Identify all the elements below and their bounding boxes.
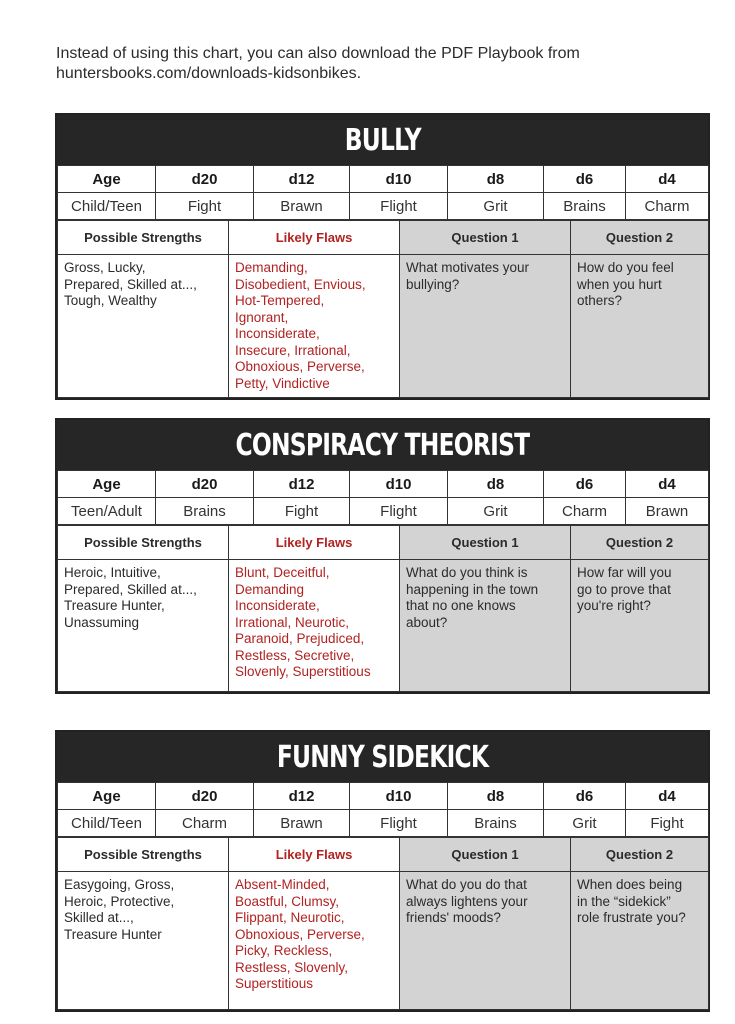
archetype-card (55, 730, 710, 1012)
dice-header-cell: d4 (626, 471, 709, 498)
dice-value-cell: Brains (156, 498, 254, 525)
strengths-cell (58, 872, 229, 1010)
dice-table (57, 470, 709, 525)
question-2-cell-line: How far will you (577, 565, 672, 580)
flaws-cell-line: Irrational, Neurotic, (235, 614, 350, 630)
strengths-cell-line: Prepared, Skilled at..., (64, 276, 197, 292)
flaws-cell-line: Restless, Secretive, (235, 647, 355, 663)
dice-header-cell: d12 (254, 471, 350, 498)
question-2-header: Question 2 (571, 526, 709, 560)
dice-header-cell: d10 (350, 471, 448, 498)
traits-table (57, 525, 709, 692)
question-1-cell (400, 560, 571, 692)
dice-value-cell: Teen/Adult (58, 498, 156, 525)
dice-value-row (58, 193, 709, 220)
traits-body-row (58, 255, 709, 398)
dice-header-cell: d4 (626, 783, 709, 810)
card-title-text: FUNNY SIDEKICK (276, 739, 489, 775)
card-title-text: BULLY (344, 122, 421, 158)
dice-value-cell: Charm (626, 193, 709, 220)
flaws-cell-line: Blunt, Deceitful, (235, 565, 330, 580)
dice-header-cell: d4 (626, 166, 709, 193)
dice-value-cell: Brains (544, 193, 626, 220)
flaws-cell-line: Ignorant, (235, 309, 289, 325)
dice-header-cell: d12 (254, 166, 350, 193)
flaws-cell-line: Inconsiderate, (235, 598, 320, 613)
question-2-cell-line: go to prove that (577, 581, 671, 597)
dice-value-row (58, 498, 709, 525)
question-1-cell-line: What do you think is (406, 565, 528, 580)
dice-header-cell: d20 (156, 471, 254, 498)
strengths-cell-line: Easygoing, Gross, (64, 877, 175, 892)
dice-value-cell: Flight (350, 193, 448, 220)
question-1-cell-line: happening in the town (406, 581, 539, 597)
flaws-cell-line: Picky, Reckless, (235, 943, 333, 958)
dice-header-cell: Age (58, 471, 156, 498)
dice-header-cell: Age (58, 783, 156, 810)
dice-header-cell: d6 (544, 783, 626, 810)
question-2-cell (571, 560, 709, 692)
intro-line-2: huntersbooks.com/downloads-kidsonbikes. (56, 65, 362, 82)
dice-value-cell: Brains (448, 810, 544, 837)
question-1-cell-line: friends' moods? (406, 910, 501, 925)
dice-header-cell: d12 (254, 783, 350, 810)
question-2-cell-line: How do you feel (577, 260, 674, 275)
flaws-cell (229, 560, 400, 692)
dice-value-cell: Fight (156, 193, 254, 220)
traits-body-row (58, 872, 709, 1010)
question-1-cell-line: What do you do that (406, 877, 527, 892)
flaws-header: Likely Flaws (229, 526, 400, 560)
dice-value-cell: Grit (544, 810, 626, 837)
flaws-cell (229, 872, 400, 1010)
strengths-cell-line: Tough, Wealthy (64, 293, 157, 308)
archetype-card (55, 418, 710, 694)
question-2-cell-line: When does being (577, 877, 683, 892)
dice-value-cell: Grit (448, 498, 544, 525)
question-1-cell-line: always lightens your (406, 893, 528, 909)
flaws-cell-line: Slovenly, Superstitious (235, 664, 371, 679)
flaws-cell-line: Flippant, Neurotic, (235, 910, 345, 925)
flaws-cell-line: Hot-Tempered, (235, 293, 325, 308)
strengths-cell-line: Heroic, Protective, (64, 893, 175, 909)
flaws-cell-line: Absent-Minded, (235, 877, 330, 892)
dice-value-cell: Child/Teen (58, 810, 156, 837)
strengths-cell-line: Heroic, Intuitive, (64, 565, 161, 580)
intro-line-1: Instead of using this chart, you can also download the PDF Playbook from (56, 45, 580, 62)
strengths-header: Possible Strengths (58, 221, 229, 255)
dice-header-cell: d6 (544, 166, 626, 193)
dice-value-cell: Brawn (254, 810, 350, 837)
dice-table (57, 782, 709, 837)
dice-header-cell: d10 (350, 783, 448, 810)
question-2-cell-line: when you hurt (577, 276, 662, 292)
question-1-cell-line: bullying? (406, 276, 460, 292)
dice-header-cell: d8 (448, 783, 544, 810)
flaws-cell-line: Petty, Vindictive (235, 375, 330, 391)
question-1-cell-line: that no one knows (406, 598, 516, 613)
intro-text (56, 44, 716, 84)
dice-header-cell: d8 (448, 166, 544, 193)
flaws-cell-line: Demanding, (235, 260, 308, 275)
dice-value-cell: Charm (156, 810, 254, 837)
strengths-cell-line: Prepared, Skilled at..., (64, 581, 197, 597)
dice-value-cell: Brawn (626, 498, 709, 525)
dice-value-cell: Flight (350, 498, 448, 525)
question-2-header: Question 2 (571, 221, 709, 255)
traits-header-row (58, 526, 709, 560)
archetype-card (55, 113, 710, 400)
strengths-cell-line: Gross, Lucky, (64, 260, 146, 275)
traits-header-row (58, 838, 709, 872)
strengths-header: Possible Strengths (58, 526, 229, 560)
strengths-cell (58, 255, 229, 398)
strengths-cell-line: Treasure Hunter, (64, 598, 165, 613)
dice-header-cell: d8 (448, 471, 544, 498)
dice-header-row (58, 783, 709, 810)
card-title (57, 732, 708, 782)
dice-header-row (58, 471, 709, 498)
traits-table (57, 220, 709, 398)
dice-header-cell: d6 (544, 471, 626, 498)
flaws-cell-line: Insecure, Irrational, (235, 342, 351, 358)
question-2-cell-line: others? (577, 293, 623, 308)
dice-header-cell: d20 (156, 783, 254, 810)
strengths-cell-line: Skilled at..., (64, 910, 134, 925)
question-1-header: Question 1 (400, 221, 571, 255)
flaws-cell-line: Paranoid, Prejudiced, (235, 631, 365, 646)
question-1-cell-line: What motivates your (406, 260, 530, 275)
dice-value-cell: Child/Teen (58, 193, 156, 220)
card-title-text: CONSPIRACY THEORIST (235, 427, 530, 463)
question-1-cell (400, 872, 571, 1010)
dice-header-row (58, 166, 709, 193)
dice-value-cell: Charm (544, 498, 626, 525)
question-2-cell-line: you're right? (577, 598, 651, 613)
question-2-header: Question 2 (571, 838, 709, 872)
dice-value-cell: Flight (350, 810, 448, 837)
flaws-cell-line: Disobedient, Envious, (235, 276, 366, 292)
question-1-cell (400, 255, 571, 398)
question-1-cell-line: about? (406, 614, 448, 630)
question-1-header: Question 1 (400, 838, 571, 872)
flaws-header: Likely Flaws (229, 838, 400, 872)
dice-header-cell: d10 (350, 166, 448, 193)
question-2-cell-line: in the “sidekick” (577, 893, 671, 909)
strengths-header: Possible Strengths (58, 838, 229, 872)
question-2-cell-line: role frustrate you? (577, 910, 686, 925)
flaws-header: Likely Flaws (229, 221, 400, 255)
dice-value-cell: Fight (254, 498, 350, 525)
traits-table (57, 837, 709, 1010)
flaws-cell (229, 255, 400, 398)
strengths-cell-line: Treasure Hunter (64, 926, 162, 942)
strengths-cell (58, 560, 229, 692)
question-2-cell (571, 255, 709, 398)
dice-table (57, 165, 709, 220)
dice-value-cell: Brawn (254, 193, 350, 220)
dice-header-cell: Age (58, 166, 156, 193)
dice-value-cell: Grit (448, 193, 544, 220)
flaws-cell-line: Demanding (235, 581, 305, 597)
question-1-header: Question 1 (400, 526, 571, 560)
flaws-cell-line: Inconsiderate, (235, 326, 320, 341)
strengths-cell-line: Unassuming (64, 614, 140, 630)
flaws-cell-line: Obnoxious, Perverse, (235, 359, 365, 374)
card-title (57, 115, 708, 165)
dice-header-cell: d20 (156, 166, 254, 193)
dice-value-cell: Fight (626, 810, 709, 837)
flaws-cell-line: Superstitious (235, 976, 314, 991)
dice-value-row (58, 810, 709, 837)
question-2-cell (571, 872, 709, 1010)
flaws-cell-line: Obnoxious, Perverse, (235, 926, 365, 942)
card-title (57, 420, 708, 470)
flaws-cell-line: Boastful, Clumsy, (235, 893, 340, 909)
traits-body-row (58, 560, 709, 692)
traits-header-row (58, 221, 709, 255)
flaws-cell-line: Restless, Slovenly, (235, 959, 349, 975)
